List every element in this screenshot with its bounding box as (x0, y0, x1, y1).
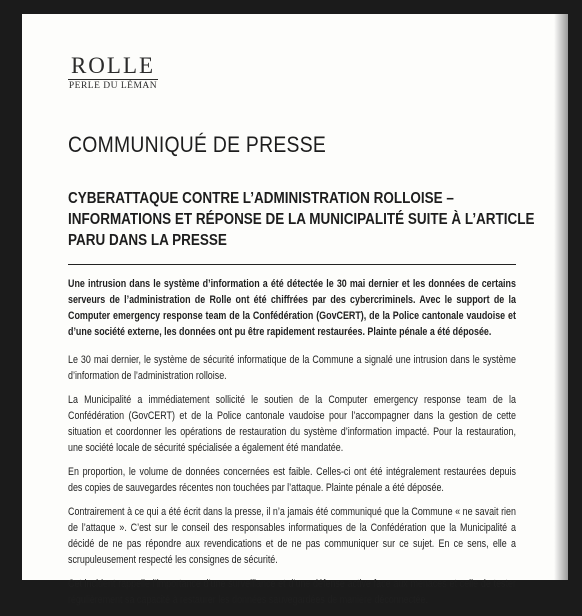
divider (68, 264, 516, 265)
body-paragraph: La Municipalité a immédiatement sollicité le soutien de la Computer emergency response team de la Confédération (GovCERT) et de la Police cantonale vaudoise pour l’accompagner dans la gestion de cette situation et coordonner les opérations de restauration du système d’information impacté. Pour la restauration, une société locale de sécurité spécialisée a également été mandatée. (68, 394, 516, 454)
document-page (22, 14, 568, 606)
lead-paragraph: Une intrusion dans le système d’information a été détectée le 30 mai dernier et les données de certains serveurs de l’administration de Rolle ont été chiffrées par des cybercriminels. Avec le support de la Computer emergency response team de la Confédération (GovCERT), de la Police cantonale vaudoise et d’une société externe, les données ont pu être rapidement restaurées. Plainte pénale a été déposée. (68, 278, 516, 338)
body-paragraph: Le 30 mai dernier, le système de sécurité informatique de la Commune a signalé une intrusion dans le système d’information de l’administration rolloise. (68, 354, 516, 382)
body-paragraph: En proportion, le volume de données concernées est faible. Celles-ci ont été intégralement restaurées depuis des copies de sauvegardes récentes non touchées par l’attaque. Plainte pénale a été déposée. (68, 466, 516, 494)
document-body (68, 276, 516, 616)
logo-tagline: PERLE DU LÉMAN (68, 81, 158, 91)
rolle-logo (68, 54, 158, 92)
body-paragraph: Contrairement à ce qui a été écrit dans la presse, il n’a jamais été communiqué que la Commune « ne savait rien de l’attaque ». C’est sur le conseil des responsables informatiques de la Confédération que la Municipalité a décidé de ne pas répondre aux revendications et de ne pas communiquer sur ce sujet. En ce sens, elle a scrupuleusement respecté les consignes de sécurité. (68, 506, 516, 566)
page-title: COMMUNIQUÉ DE PRESSE (68, 132, 327, 157)
scan-edge-shadow (554, 14, 568, 580)
body-paragraph: Cet incident rappelle l’importance d’une surveillance et d’une défense active face aux menaces et celle de tester régulièrement sa capacité à restaurer les données sauvegardées de manière déconnectée. (68, 578, 516, 606)
page-subtitle: CYBERATTAQUE CONTRE L’ADMINISTRATION ROLLOISE – INFORMATIONS ET RÉPONSE DE LA MUNICIPALITÉ SUITE À L’ARTICLE PARU DANS LA PRESSE (68, 190, 535, 249)
logo-wordmark: ROLLE (70, 53, 156, 78)
